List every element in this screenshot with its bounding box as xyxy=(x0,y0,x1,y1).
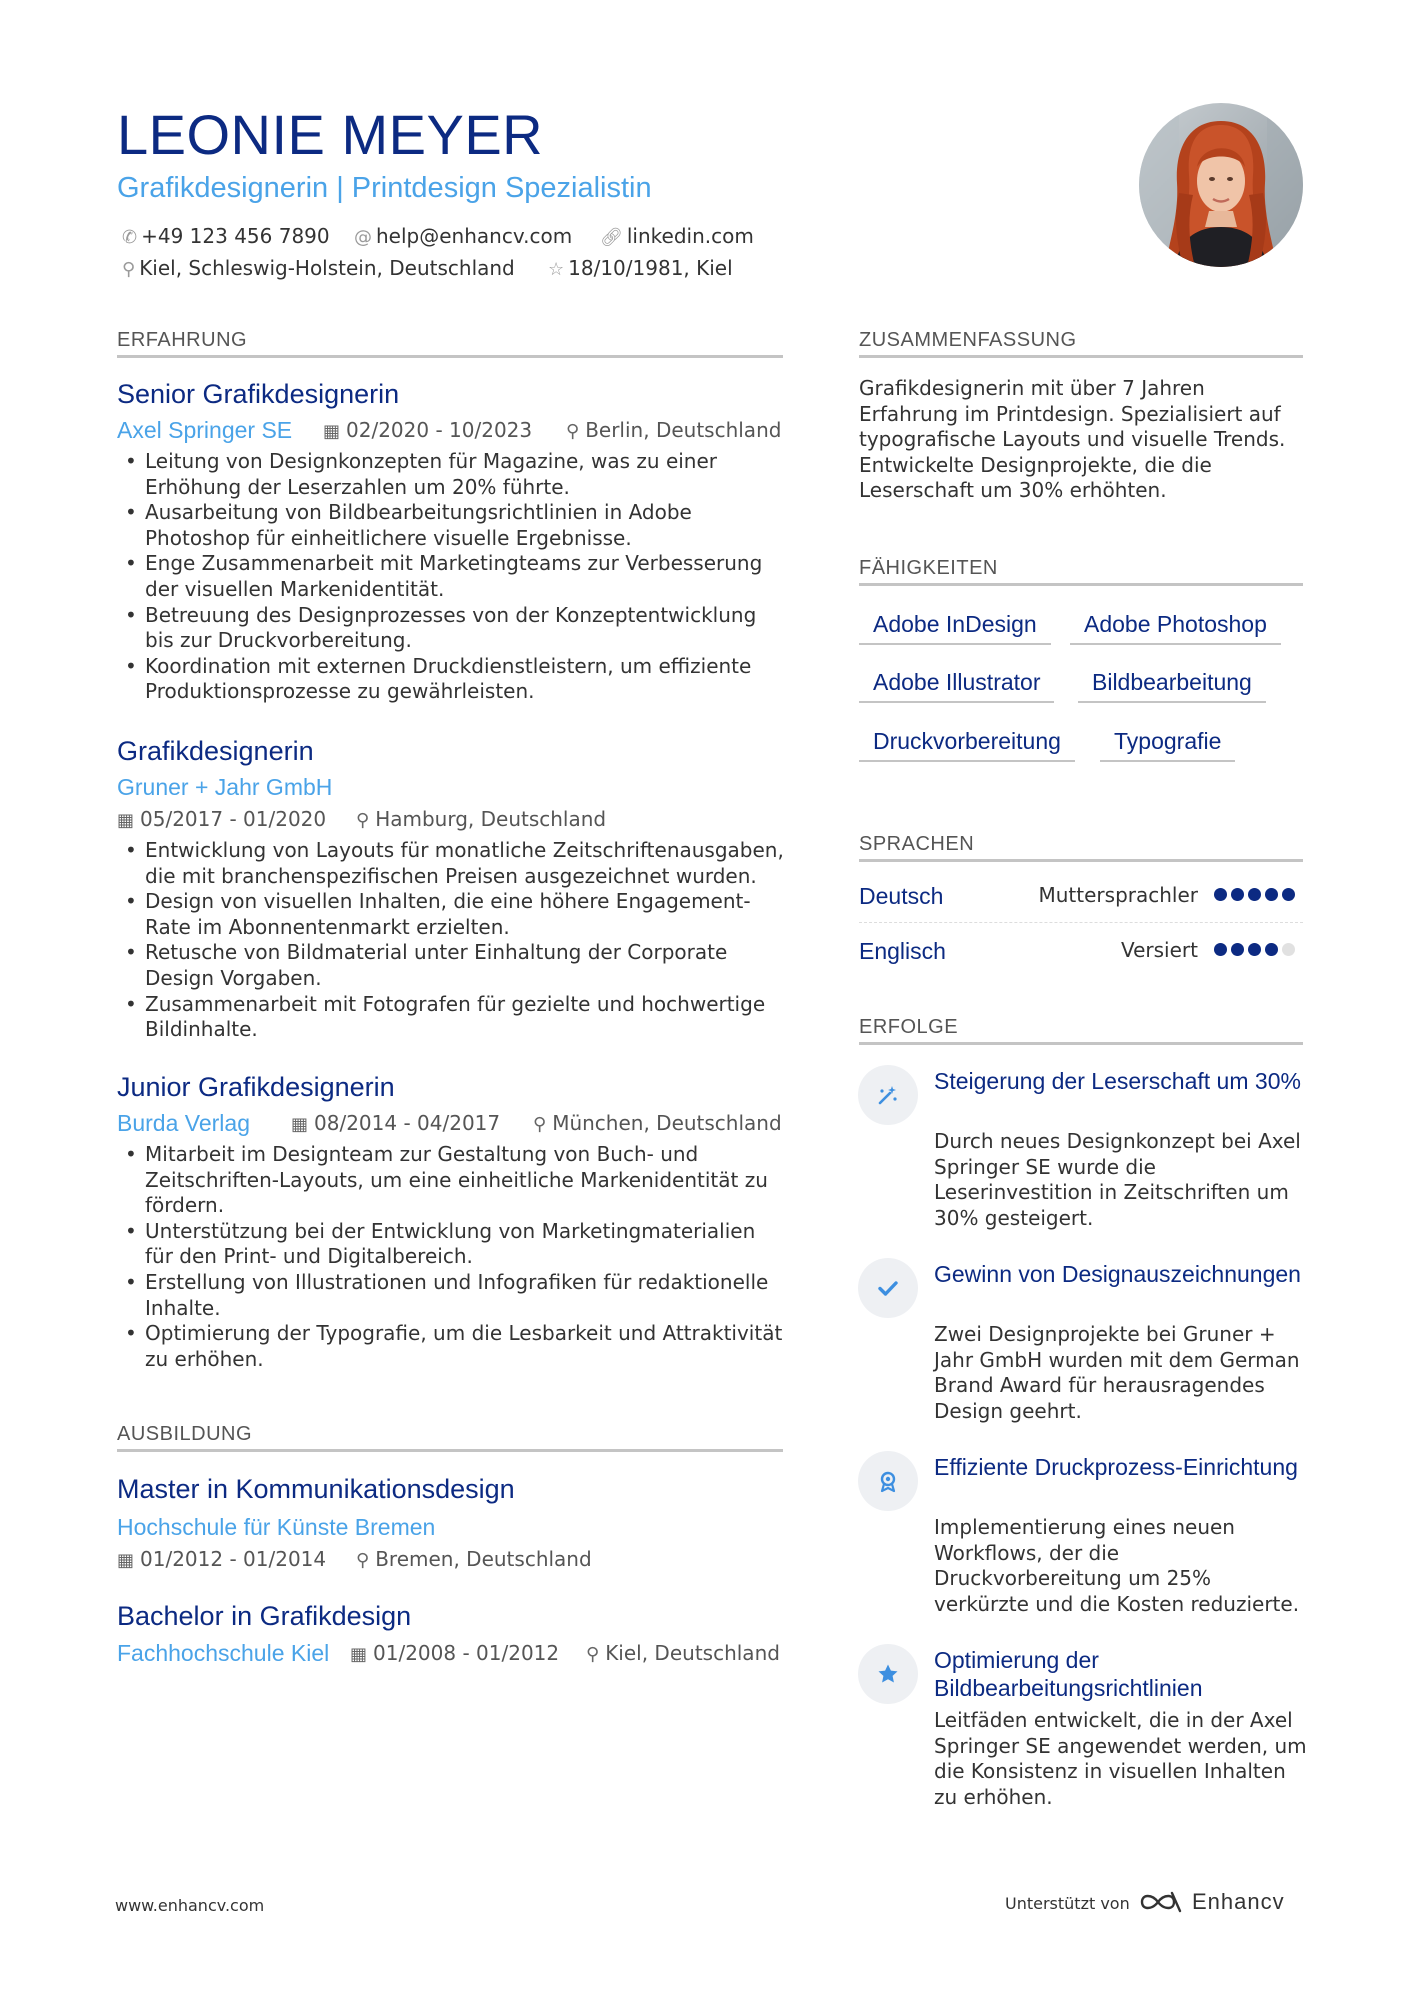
list-item: • Zusammenarbeit mit Fotografen für gezielte und hochwertige Bildinhalte. xyxy=(117,992,787,1043)
skill-tag: Adobe Photoshop xyxy=(1070,607,1281,645)
contact-email[interactable] xyxy=(354,221,572,253)
enhancv-logo-icon xyxy=(1138,1889,1184,1915)
location-pin-icon: ⚲ xyxy=(356,1550,370,1571)
education-location xyxy=(356,1544,592,1576)
language-rating xyxy=(1214,888,1295,902)
location-pin-icon: ⚲ xyxy=(122,259,136,280)
skill-tag: Bildbearbeitung xyxy=(1078,665,1266,703)
section-title-summary: ZUSAMMENFASSUNG xyxy=(859,329,1077,351)
section-title-achievements: ERFOLGE xyxy=(859,1016,959,1038)
section-rule-summary xyxy=(859,355,1303,358)
rating-dot-filled xyxy=(1231,943,1244,956)
section-rule-experience xyxy=(117,355,783,358)
magic-wand-icon xyxy=(858,1065,918,1125)
education-degree: Bachelor in Grafikdesign xyxy=(117,1601,412,1631)
job-bullets xyxy=(117,1142,787,1372)
calendar-icon: ▦ xyxy=(350,1644,368,1665)
linkedin-text: linkedin.com xyxy=(626,224,754,248)
list-item: • Retusche von Bildmaterial unter Einhaltung der Corporate Design Vorgaben. xyxy=(117,940,787,991)
calendar-icon: ▦ xyxy=(117,1550,135,1571)
education-degree: Master in Kommunikationsdesign xyxy=(117,1474,515,1504)
section-rule-education xyxy=(117,1449,783,1452)
contact-location xyxy=(122,253,515,285)
email-text: help@enhancv.com xyxy=(376,224,573,248)
location-pin-icon: ⚲ xyxy=(533,1114,547,1135)
job-title: Grafikdesignerin xyxy=(117,736,314,766)
rating-dot-filled xyxy=(1282,888,1295,901)
contact-birth xyxy=(548,253,733,285)
job-dates xyxy=(291,1108,500,1140)
education-school: Fachhochschule Kiel xyxy=(117,1640,330,1666)
education-location-text: Bremen, Deutschland xyxy=(375,1547,592,1571)
list-item: • Optimierung der Typografie, um die Lesbarkeit und Attraktivität zu erhöhen. xyxy=(117,1321,787,1372)
check-icon-glyph xyxy=(876,1276,900,1300)
rating-dot-empty xyxy=(1282,943,1295,956)
achievement-desc: Leitfäden entwickelt, die in der Axel Springer SE angewendet werden, um die Konsistenz in visuellen Inhalten zu erhöhen. xyxy=(934,1708,1307,1809)
contact-linkedin[interactable] xyxy=(600,221,754,253)
job-dates xyxy=(323,415,532,447)
section-title-experience: ERFAHRUNG xyxy=(117,329,248,351)
job-title: Junior Grafikdesignerin xyxy=(117,1072,395,1102)
language-divider xyxy=(859,922,1303,924)
rating-dot-filled xyxy=(1265,888,1278,901)
location-pin-icon: ⚲ xyxy=(356,810,370,831)
rating-dot-filled xyxy=(1214,943,1227,956)
skill-tag: Typografie xyxy=(1100,724,1235,762)
job-company: Burda Verlag xyxy=(117,1110,250,1136)
job-bullets xyxy=(117,838,787,1043)
education-school: Hochschule für Künste Bremen xyxy=(117,1514,436,1540)
rating-dot-filled xyxy=(1248,888,1261,901)
skill-tag: Druckvorbereitung xyxy=(859,724,1075,762)
contact-phone[interactable] xyxy=(122,221,330,253)
job-dates xyxy=(117,804,326,836)
candidate-name: LEONIE MEYER xyxy=(117,103,544,166)
birth-text: 18/10/1981, Kiel xyxy=(568,256,733,280)
language-level: Muttersprachler xyxy=(1038,883,1198,907)
footer-website[interactable]: www.enhancv.com xyxy=(115,1896,265,1915)
location-pin-icon: ⚲ xyxy=(566,421,580,442)
education-location xyxy=(586,1638,780,1670)
rating-dot-filled xyxy=(1214,888,1227,901)
list-item: • Betreuung des Designprozesses von der Konzeptentwicklung bis zur Druckvorbereitung. xyxy=(117,603,777,654)
language-level: Versiert xyxy=(1120,938,1198,962)
achievement-desc: Zwei Designprojekte bei Gruner + Jahr GmbH wurden mit dem German Brand Award für herausragendes Design geehrt. xyxy=(934,1322,1300,1423)
job-dates-text: 02/2020 - 10/2023 xyxy=(346,418,533,442)
location-text: Kiel, Schleswig-Holstein, Deutschland xyxy=(139,256,515,280)
language-rating xyxy=(1214,943,1295,957)
list-item: • Erstellung von Illustrationen und Infografiken für redaktionelle Inhalte. xyxy=(117,1270,787,1321)
list-item: • Leitung von Designkonzepten für Magazine, was zu einer Erhöhung der Leserzahlen um 20% führte. xyxy=(117,449,777,500)
list-item: • Unterstützung bei der Entwicklung von Marketingmaterialien für den Print- und Digitalbereich. xyxy=(117,1219,787,1270)
at-icon: @ xyxy=(354,227,372,248)
skill-tag: Adobe Illustrator xyxy=(859,665,1054,703)
section-title-education: AUSBILDUNG xyxy=(117,1423,253,1445)
calendar-icon: ▦ xyxy=(291,1114,309,1135)
location-pin-icon: ⚲ xyxy=(586,1644,600,1665)
check-icon xyxy=(858,1258,918,1318)
link-icon: 🔗︎ xyxy=(600,227,623,248)
job-location xyxy=(566,415,781,447)
job-location-text: Hamburg, Deutschland xyxy=(375,807,607,831)
profile-photo-illustration xyxy=(1139,103,1303,267)
education-dates-text: 01/2012 - 01/2014 xyxy=(140,1547,327,1571)
list-item: • Ausarbeitung von Bildbearbeitungsrichtlinien in Adobe Photoshop für einheitlichere visuelle Ergebnisse. xyxy=(117,500,777,551)
achievement-title: Optimierung der Bildbearbeitungsrichtlinien xyxy=(934,1647,1203,1701)
achievement-title: Effiziente Druckprozess-Einrichtung xyxy=(934,1454,1298,1480)
star-icon xyxy=(858,1644,918,1704)
job-dates-text: 08/2014 - 04/2017 xyxy=(314,1111,501,1135)
footer-brand-logo[interactable] xyxy=(1138,1889,1285,1915)
section-rule-achievements xyxy=(859,1042,1303,1045)
calendar-icon: ▦ xyxy=(117,810,135,831)
section-title-skills: FÄHIGKEITEN xyxy=(859,557,998,579)
job-bullets xyxy=(117,449,777,705)
list-item: • Enge Zusammenarbeit mit Marketingteams zur Verbesserung der visuellen Markenidentität. xyxy=(117,551,777,602)
language-name: Deutsch xyxy=(859,883,944,909)
rating-dot-filled xyxy=(1265,943,1278,956)
phone-icon: ✆ xyxy=(122,227,138,248)
achievement-desc: Durch neues Designkonzept bei Axel Springer SE wurde die Leserinvestition in Zeitschriften um 30% gesteigert. xyxy=(934,1129,1301,1230)
magic-wand-icon-glyph xyxy=(876,1083,900,1107)
section-title-languages: SPRACHEN xyxy=(859,833,975,855)
phone-text: +49 123 456 7890 xyxy=(141,224,330,248)
job-location-text: Berlin, Deutschland xyxy=(585,418,782,442)
achievement-title: Steigerung der Leserschaft um 30% xyxy=(934,1068,1301,1094)
profile-photo xyxy=(1139,103,1303,267)
education-dates xyxy=(117,1544,326,1576)
section-rule-languages xyxy=(859,859,1303,862)
footer-powered-by: Unterstützt von xyxy=(1005,1894,1130,1913)
skill-tag: Adobe InDesign xyxy=(859,607,1051,645)
star-outline-icon: ☆ xyxy=(548,259,565,280)
education-dates-text: 01/2008 - 01/2012 xyxy=(373,1641,560,1665)
list-item: • Design von visuellen Inhalten, die eine höhere Engagement-Rate im Abonnentenmarkt erzielten. xyxy=(117,889,787,940)
award-icon-glyph xyxy=(876,1469,900,1493)
rating-dot-filled xyxy=(1231,888,1244,901)
summary-text: Grafikdesignerin mit über 7 Jahren Erfahrung im Printdesign. Spezialisiert auf typografische Layouts und visuelle Trends. Entwickelte Designprojekte, die die Leserschaft um 30% erhöhten. xyxy=(859,376,1286,503)
job-title: Senior Grafikdesignerin xyxy=(117,379,400,409)
job-dates-text: 05/2017 - 01/2020 xyxy=(140,807,327,831)
award-icon xyxy=(858,1451,918,1511)
education-dates xyxy=(350,1638,559,1670)
candidate-headline: Grafikdesignerin | Printdesign Spezialistin xyxy=(117,172,652,204)
list-item: • Mitarbeit im Designteam zur Gestaltung von Buch- und Zeitschriften-Layouts, um eine einheitliche Markenidentität zu fördern. xyxy=(117,1142,787,1219)
list-item: • Entwicklung von Layouts für monatliche Zeitschriftenausgaben, die mit branchenspezifischen Preisen ausgezeichnet wurden. xyxy=(117,838,787,889)
language-name: Englisch xyxy=(859,938,946,964)
job-location-text: München, Deutschland xyxy=(552,1111,782,1135)
job-location xyxy=(533,1108,782,1140)
job-location xyxy=(356,804,606,836)
job-company: Gruner + Jahr GmbH xyxy=(117,774,333,800)
section-rule-skills xyxy=(859,583,1303,586)
job-company: Axel Springer SE xyxy=(117,417,293,443)
footer-brand-name: Enhancv xyxy=(1192,1889,1285,1914)
education-location-text: Kiel, Deutschland xyxy=(605,1641,780,1665)
achievement-desc: Implementierung eines neuen Workflows, der die Druckvorbereitung um 25% verkürzte und die Kosten reduzierte. xyxy=(934,1515,1300,1616)
rating-dot-filled xyxy=(1248,943,1261,956)
star-icon-glyph xyxy=(876,1662,900,1686)
achievement-title: Gewinn von Designauszeichnungen xyxy=(934,1261,1301,1287)
calendar-icon: ▦ xyxy=(323,421,341,442)
list-item: • Koordination mit externen Druckdienstleistern, um effiziente Produktionsprozesse zu gewährleisten. xyxy=(117,654,777,705)
